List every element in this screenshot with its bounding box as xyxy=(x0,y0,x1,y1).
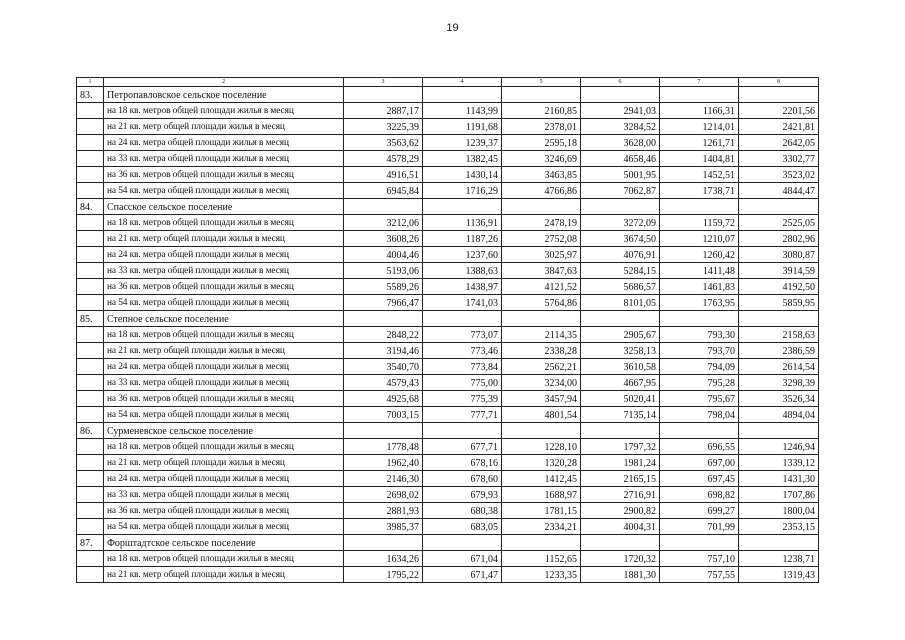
value-cell: 3847,63 xyxy=(502,263,581,279)
value-cell: 1152,65 xyxy=(502,551,581,567)
index-cell xyxy=(77,439,104,455)
table-row xyxy=(77,407,819,423)
value-cell: 795,67 xyxy=(660,391,739,407)
value-cell: 773,84 xyxy=(423,359,502,375)
index-cell xyxy=(77,103,104,119)
table-row xyxy=(77,119,819,135)
value-cell: 2698,02 xyxy=(344,487,423,503)
value-cell: 1795,22 xyxy=(344,567,423,583)
table-row xyxy=(77,375,819,391)
value-cell: 2525,05 xyxy=(739,215,819,231)
table-row xyxy=(77,503,819,519)
row-label: на 33 кв. метра общей площади жилья в месяц xyxy=(104,487,344,503)
row-label: на 18 кв. метров общей площади жилья в месяц xyxy=(104,327,344,343)
value-cell: 5859,95 xyxy=(739,295,819,311)
value-cell: 671,47 xyxy=(423,567,502,583)
value-cell: 7003,15 xyxy=(344,407,423,423)
value-cell: 3985,37 xyxy=(344,519,423,535)
row-label: на 36 кв. метров общей площади жилья в месяц xyxy=(104,391,344,407)
index-cell xyxy=(77,231,104,247)
value-cell: 4766,86 xyxy=(502,183,581,199)
value-cell: 1741,03 xyxy=(423,295,502,311)
value-cell: 3194,46 xyxy=(344,343,423,359)
table-row xyxy=(77,167,819,183)
value-cell: 3563,62 xyxy=(344,135,423,151)
index-cell xyxy=(77,295,104,311)
table-row xyxy=(77,183,819,199)
empty-cell xyxy=(581,199,660,215)
value-cell: 2114,35 xyxy=(502,327,581,343)
value-cell: 2900,82 xyxy=(581,503,660,519)
row-label: на 33 кв. метра общей площади жилья в месяц xyxy=(104,151,344,167)
value-cell: 699,27 xyxy=(660,503,739,519)
index-cell xyxy=(77,407,104,423)
settlement-header-row xyxy=(77,423,819,439)
value-cell: 4004,46 xyxy=(344,247,423,263)
value-cell: 3225,39 xyxy=(344,119,423,135)
column-number: 4 xyxy=(423,78,502,87)
value-cell: 1452,51 xyxy=(660,167,739,183)
empty-cell xyxy=(502,423,581,439)
empty-cell xyxy=(344,423,423,439)
table-row xyxy=(77,327,819,343)
empty-cell xyxy=(660,535,739,551)
value-cell: 677,71 xyxy=(423,439,502,455)
index-cell xyxy=(77,183,104,199)
column-number: 2 xyxy=(104,78,344,87)
value-cell: 1688,97 xyxy=(502,487,581,503)
table-row xyxy=(77,519,819,535)
value-cell: 793,30 xyxy=(660,327,739,343)
value-cell: 683,05 xyxy=(423,519,502,535)
table-row xyxy=(77,471,819,487)
empty-cell xyxy=(660,87,739,103)
empty-cell xyxy=(660,199,739,215)
value-cell: 1237,60 xyxy=(423,247,502,263)
value-cell: 1962,40 xyxy=(344,455,423,471)
value-cell: 1214,01 xyxy=(660,119,739,135)
value-cell: 7062,87 xyxy=(581,183,660,199)
row-label: на 24 кв. метра общей площади жилья в месяц xyxy=(104,471,344,487)
row-label: на 54 кв. метра общей площади жилья в месяц xyxy=(104,519,344,535)
index-cell xyxy=(77,487,104,503)
empty-cell xyxy=(502,199,581,215)
row-label: на 21 кв. метр общей площади жилья в месяц xyxy=(104,231,344,247)
value-cell: 2716,91 xyxy=(581,487,660,503)
settlement-index: 85. xyxy=(77,311,104,327)
value-cell: 4076,91 xyxy=(581,247,660,263)
row-label: на 18 кв. метров общей площади жилья в месяц xyxy=(104,215,344,231)
value-cell: 3234,00 xyxy=(502,375,581,391)
empty-cell xyxy=(739,535,819,551)
value-cell: 3258,13 xyxy=(581,343,660,359)
value-cell: 3025,97 xyxy=(502,247,581,263)
value-cell: 3540,70 xyxy=(344,359,423,375)
value-cell: 5764,86 xyxy=(502,295,581,311)
value-cell: 773,07 xyxy=(423,327,502,343)
value-cell: 2158,63 xyxy=(739,327,819,343)
value-cell: 1319,43 xyxy=(739,567,819,583)
value-cell: 1412,45 xyxy=(502,471,581,487)
column-number: 6 xyxy=(581,78,660,87)
value-cell: 1738,71 xyxy=(660,183,739,199)
value-cell: 1388,63 xyxy=(423,263,502,279)
value-cell: 1228,10 xyxy=(502,439,581,455)
empty-cell xyxy=(344,535,423,551)
value-cell: 4004,31 xyxy=(581,519,660,535)
empty-cell xyxy=(423,311,502,327)
value-cell: 1430,14 xyxy=(423,167,502,183)
value-cell: 1881,30 xyxy=(581,567,660,583)
value-cell: 1187,26 xyxy=(423,231,502,247)
row-label: на 21 кв. метр общей площади жилья в месяц xyxy=(104,567,344,583)
value-cell: 2614,54 xyxy=(739,359,819,375)
value-cell: 3608,26 xyxy=(344,231,423,247)
empty-cell xyxy=(344,87,423,103)
value-cell: 1246,94 xyxy=(739,439,819,455)
value-cell: 4658,46 xyxy=(581,151,660,167)
index-cell xyxy=(77,455,104,471)
table-row xyxy=(77,391,819,407)
index-cell xyxy=(77,135,104,151)
row-label: на 36 кв. метров общей площади жилья в месяц xyxy=(104,279,344,295)
row-label: на 36 кв. метров общей площади жилья в месяц xyxy=(104,167,344,183)
settlement-name: Степное сельское поселение xyxy=(104,311,344,327)
value-cell: 4801,54 xyxy=(502,407,581,423)
settlement-header-row xyxy=(77,87,819,103)
value-cell: 2848,22 xyxy=(344,327,423,343)
value-cell: 1431,30 xyxy=(739,471,819,487)
empty-cell xyxy=(344,199,423,215)
value-cell: 2386,59 xyxy=(739,343,819,359)
value-cell: 773,46 xyxy=(423,343,502,359)
row-label: на 21 кв. метр общей площади жилья в месяц xyxy=(104,119,344,135)
index-cell xyxy=(77,471,104,487)
settlement-index: 86. xyxy=(77,423,104,439)
table-row xyxy=(77,279,819,295)
table-row xyxy=(77,455,819,471)
value-cell: 680,38 xyxy=(423,503,502,519)
row-label: на 21 кв. метр общей площади жилья в месяц xyxy=(104,343,344,359)
value-cell: 2802,96 xyxy=(739,231,819,247)
settlement-header-row xyxy=(77,535,819,551)
value-cell: 1261,71 xyxy=(660,135,739,151)
settlement-header-row xyxy=(77,199,819,215)
value-cell: 2334,21 xyxy=(502,519,581,535)
value-cell: 5020,41 xyxy=(581,391,660,407)
value-cell: 3284,52 xyxy=(581,119,660,135)
value-cell: 1981,24 xyxy=(581,455,660,471)
index-cell xyxy=(77,279,104,295)
value-cell: 7135,14 xyxy=(581,407,660,423)
settlement-name: Сурменевское сельское поселение xyxy=(104,423,344,439)
value-cell: 2478,19 xyxy=(502,215,581,231)
value-cell: 1778,48 xyxy=(344,439,423,455)
value-cell: 1800,04 xyxy=(739,503,819,519)
value-cell: 671,04 xyxy=(423,551,502,567)
row-label: на 21 кв. метр общей площади жилья в месяц xyxy=(104,455,344,471)
value-cell: 1707,86 xyxy=(739,487,819,503)
table-row xyxy=(77,231,819,247)
empty-cell xyxy=(423,423,502,439)
table-row xyxy=(77,295,819,311)
value-cell: 1411,48 xyxy=(660,263,739,279)
index-cell xyxy=(77,151,104,167)
index-cell xyxy=(77,263,104,279)
value-cell: 3298,39 xyxy=(739,375,819,391)
column-number-row xyxy=(77,78,819,87)
index-cell xyxy=(77,215,104,231)
empty-cell xyxy=(423,87,502,103)
value-cell: 3457,94 xyxy=(502,391,581,407)
value-cell: 1720,32 xyxy=(581,551,660,567)
table-row xyxy=(77,151,819,167)
value-cell: 2421,81 xyxy=(739,119,819,135)
column-number: 8 xyxy=(739,78,819,87)
value-cell: 3610,58 xyxy=(581,359,660,375)
value-cell: 5686,57 xyxy=(581,279,660,295)
value-cell: 777,71 xyxy=(423,407,502,423)
value-cell: 679,93 xyxy=(423,487,502,503)
value-cell: 4894,04 xyxy=(739,407,819,423)
value-cell: 2752,08 xyxy=(502,231,581,247)
value-cell: 1233,35 xyxy=(502,567,581,583)
value-cell: 4667,95 xyxy=(581,375,660,391)
value-cell: 757,55 xyxy=(660,567,739,583)
value-cell: 1797,32 xyxy=(581,439,660,455)
row-label: на 24 кв. метра общей площади жилья в месяц xyxy=(104,135,344,151)
value-cell: 2338,28 xyxy=(502,343,581,359)
value-cell: 5001,95 xyxy=(581,167,660,183)
value-cell: 2887,17 xyxy=(344,103,423,119)
value-cell: 1166,31 xyxy=(660,103,739,119)
index-cell xyxy=(77,359,104,375)
empty-cell xyxy=(739,423,819,439)
page-number: 19 xyxy=(446,22,459,34)
value-cell: 775,39 xyxy=(423,391,502,407)
value-cell: 5193,06 xyxy=(344,263,423,279)
row-label: на 18 кв. метров общей площади жилья в месяц xyxy=(104,439,344,455)
value-cell: 697,00 xyxy=(660,455,739,471)
table-row xyxy=(77,439,819,455)
value-cell: 5284,15 xyxy=(581,263,660,279)
value-cell: 4579,43 xyxy=(344,375,423,391)
settlement-header-row xyxy=(77,311,819,327)
index-cell xyxy=(77,119,104,135)
settlement-name: Форштадтское сельское поселение xyxy=(104,535,344,551)
value-cell: 1339,12 xyxy=(739,455,819,471)
value-cell: 3914,59 xyxy=(739,263,819,279)
value-cell: 6945,84 xyxy=(344,183,423,199)
table-row xyxy=(77,551,819,567)
empty-cell xyxy=(344,311,423,327)
index-cell xyxy=(77,503,104,519)
row-label: на 18 кв. метров общей площади жилья в месяц xyxy=(104,551,344,567)
empty-cell xyxy=(502,535,581,551)
value-cell: 3080,87 xyxy=(739,247,819,263)
value-cell: 3526,34 xyxy=(739,391,819,407)
value-cell: 3628,00 xyxy=(581,135,660,151)
empty-cell xyxy=(581,87,660,103)
settlement-index: 87. xyxy=(77,535,104,551)
value-cell: 1716,29 xyxy=(423,183,502,199)
settlement-name: Петропавловское сельское поселение xyxy=(104,87,344,103)
value-cell: 1781,15 xyxy=(502,503,581,519)
row-label: на 54 кв. метра общей площади жилья в месяц xyxy=(104,183,344,199)
value-cell: 3246,69 xyxy=(502,151,581,167)
empty-cell xyxy=(581,423,660,439)
value-cell: 4578,29 xyxy=(344,151,423,167)
column-number: 3 xyxy=(344,78,423,87)
table-row xyxy=(77,135,819,151)
value-cell: 701,99 xyxy=(660,519,739,535)
index-cell xyxy=(77,343,104,359)
empty-cell xyxy=(660,423,739,439)
empty-cell xyxy=(581,311,660,327)
value-cell: 2881,93 xyxy=(344,503,423,519)
value-cell: 1143,99 xyxy=(423,103,502,119)
value-cell: 2146,30 xyxy=(344,471,423,487)
value-cell: 3674,50 xyxy=(581,231,660,247)
row-label: на 18 кв. метров общей площади жилья в месяц xyxy=(104,103,344,119)
value-cell: 2642,05 xyxy=(739,135,819,151)
value-cell: 1260,42 xyxy=(660,247,739,263)
value-cell: 3523,02 xyxy=(739,167,819,183)
value-cell: 1763,95 xyxy=(660,295,739,311)
value-cell: 1238,71 xyxy=(739,551,819,567)
index-cell xyxy=(77,327,104,343)
value-cell: 3463,85 xyxy=(502,167,581,183)
index-cell xyxy=(77,551,104,567)
value-cell: 4916,51 xyxy=(344,167,423,183)
value-cell: 1382,45 xyxy=(423,151,502,167)
value-cell: 3212,06 xyxy=(344,215,423,231)
value-cell: 2941,03 xyxy=(581,103,660,119)
value-cell: 1461,83 xyxy=(660,279,739,295)
row-label: на 24 кв. метра общей площади жилья в месяц xyxy=(104,247,344,263)
table-row xyxy=(77,247,819,263)
value-cell: 3272,09 xyxy=(581,215,660,231)
value-cell: 2201,56 xyxy=(739,103,819,119)
value-cell: 5589,26 xyxy=(344,279,423,295)
index-cell xyxy=(77,375,104,391)
tariff-table xyxy=(76,77,819,583)
value-cell: 793,70 xyxy=(660,343,739,359)
table-row xyxy=(77,215,819,231)
value-cell: 1320,28 xyxy=(502,455,581,471)
value-cell: 795,28 xyxy=(660,375,739,391)
value-cell: 4844,47 xyxy=(739,183,819,199)
empty-cell xyxy=(739,199,819,215)
column-number: 5 xyxy=(502,78,581,87)
settlement-index: 83. xyxy=(77,87,104,103)
empty-cell xyxy=(502,311,581,327)
value-cell: 697,45 xyxy=(660,471,739,487)
index-cell xyxy=(77,247,104,263)
table-row xyxy=(77,487,819,503)
empty-cell xyxy=(581,535,660,551)
value-cell: 794,09 xyxy=(660,359,739,375)
value-cell: 2595,18 xyxy=(502,135,581,151)
table-row xyxy=(77,567,819,583)
empty-cell xyxy=(739,311,819,327)
value-cell: 1239,37 xyxy=(423,135,502,151)
settlement-name: Спасское сельское поселение xyxy=(104,199,344,215)
value-cell: 1136,91 xyxy=(423,215,502,231)
value-cell: 1210,07 xyxy=(660,231,739,247)
empty-cell xyxy=(502,87,581,103)
settlement-index: 84. xyxy=(77,199,104,215)
value-cell: 4192,50 xyxy=(739,279,819,295)
value-cell: 3302,77 xyxy=(739,151,819,167)
column-number: 7 xyxy=(660,78,739,87)
value-cell: 696,55 xyxy=(660,439,739,455)
index-cell xyxy=(77,567,104,583)
row-label: на 33 кв. метра общей площади жилья в месяц xyxy=(104,263,344,279)
value-cell: 2378,01 xyxy=(502,119,581,135)
value-cell: 2165,15 xyxy=(581,471,660,487)
value-cell: 8101,05 xyxy=(581,295,660,311)
column-number: 1 xyxy=(77,78,104,87)
row-label: на 33 кв. метра общей площади жилья в месяц xyxy=(104,375,344,391)
row-label: на 54 кв. метра общей площади жилья в месяц xyxy=(104,407,344,423)
table-row xyxy=(77,263,819,279)
value-cell: 2160,85 xyxy=(502,103,581,119)
value-cell: 757,10 xyxy=(660,551,739,567)
value-cell: 7966,47 xyxy=(344,295,423,311)
value-cell: 2905,67 xyxy=(581,327,660,343)
table-body xyxy=(77,78,819,583)
value-cell: 2562,21 xyxy=(502,359,581,375)
value-cell: 1438,97 xyxy=(423,279,502,295)
value-cell: 4121,52 xyxy=(502,279,581,295)
value-cell: 1404,81 xyxy=(660,151,739,167)
index-cell xyxy=(77,391,104,407)
index-cell xyxy=(77,167,104,183)
value-cell: 1159,72 xyxy=(660,215,739,231)
value-cell: 2353,15 xyxy=(739,519,819,535)
empty-cell xyxy=(660,311,739,327)
value-cell: 1191,68 xyxy=(423,119,502,135)
value-cell: 798,04 xyxy=(660,407,739,423)
index-cell xyxy=(77,519,104,535)
row-label: на 24 кв. метра общей площади жилья в месяц xyxy=(104,359,344,375)
row-label: на 36 кв. метра общей площади жилья в месяц xyxy=(104,503,344,519)
table-row xyxy=(77,343,819,359)
empty-cell xyxy=(423,199,502,215)
value-cell: 698,82 xyxy=(660,487,739,503)
table-row xyxy=(77,359,819,375)
value-cell: 1634,26 xyxy=(344,551,423,567)
table-row xyxy=(77,103,819,119)
value-cell: 678,60 xyxy=(423,471,502,487)
empty-cell xyxy=(423,535,502,551)
value-cell: 775,00 xyxy=(423,375,502,391)
value-cell: 678,16 xyxy=(423,455,502,471)
value-cell: 4925,68 xyxy=(344,391,423,407)
empty-cell xyxy=(739,87,819,103)
row-label: на 54 кв. метра общей площади жилья в месяц xyxy=(104,295,344,311)
